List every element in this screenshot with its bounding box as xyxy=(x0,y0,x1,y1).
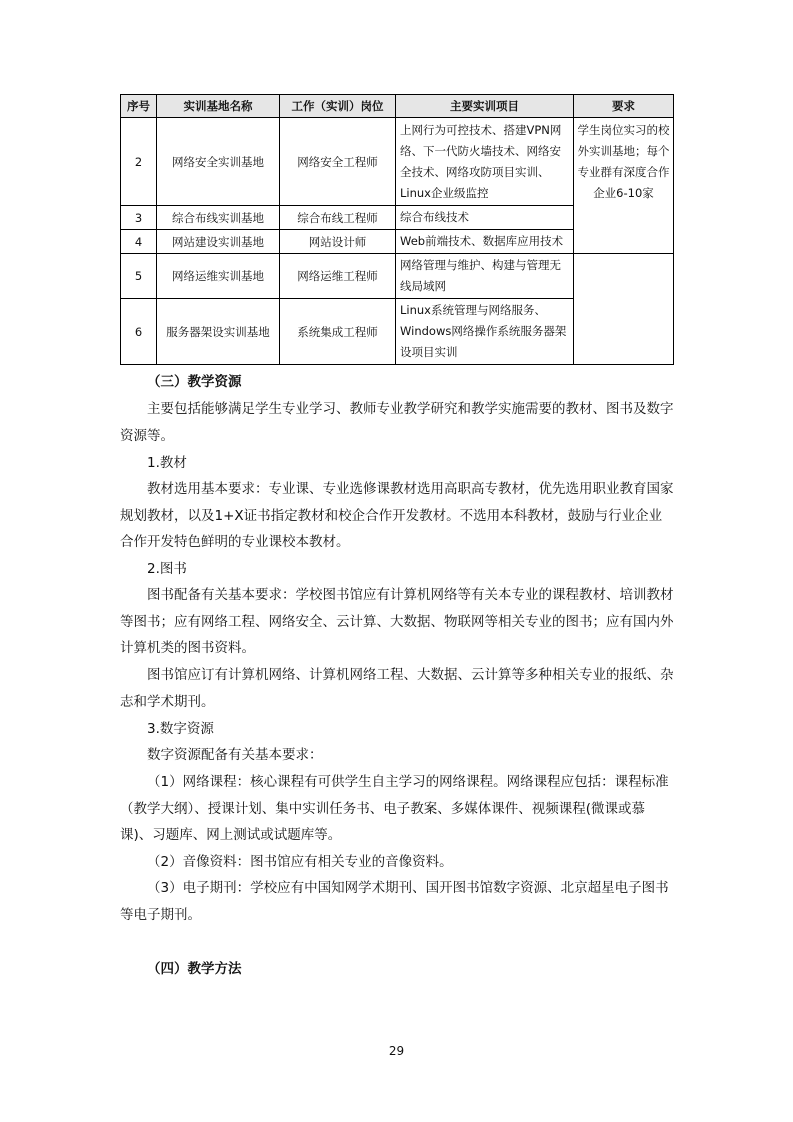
books-paragraph-1: 图书配备有关基本要求：学校图书馆应有计算机网络等有关本专业的课程教材、培训教材等图书；应有网络工程、网络安全、云计算、大数据、物联网等相关专业的图书；应有国内外计算机类的图书资料。 xyxy=(120,587,674,656)
cell-name: 网络安全实训基地 xyxy=(157,118,280,206)
cell-no: 5 xyxy=(121,254,157,299)
page-number: 29 xyxy=(388,1044,405,1058)
cell-project: 综合布线技术 xyxy=(396,206,574,230)
cell-post: 网络安全工程师 xyxy=(280,118,396,206)
subheading-books: 2.图书 xyxy=(147,561,187,577)
cell-post: 网络运维工程师 xyxy=(280,254,396,299)
intro-paragraph: 主要包括能够满足学生专业学习、教师专业教学研究和教学实施需要的教材、图书及数字资源等。 xyxy=(120,401,674,444)
table-row xyxy=(121,118,674,206)
col-header-project: 主要实训项目 xyxy=(396,95,574,118)
cell-no: 2 xyxy=(121,118,157,206)
textbook-paragraph: 教材选用基本要求：专业课、专业选修课教材选用高职高专教材，优先选用职业教育国家规划教材，以及1+X证书指定教材和校企合作开发教材。不选用本科教材，鼓励与行业企业合作开发特色鲜明的专业课校本教材。 xyxy=(120,481,674,550)
cell-project: 上网行为可控技术、搭建VPN网络、下一代防火墙技术、网络安全技术、网络攻防项目实训、Linux企业级监控 xyxy=(396,118,574,206)
col-header-post: 工作（实训）岗位 xyxy=(280,95,396,118)
cell-requirement-empty xyxy=(574,254,674,365)
cell-project: Linux系统管理与网络服务、Windows网络操作系统服务器架设项目实训 xyxy=(396,299,574,365)
cell-no: 4 xyxy=(121,230,157,254)
digital-item-online-courses: （1）网络课程：核心课程有可供学生自主学习的网络课程。网络课程应包括：课程标准（教学大纲）、授课计划、集中实训任务书、电子教案、多媒体课件、视频课程(微课或慕课)、习题库、网上测试或试题库等。 xyxy=(120,774,669,843)
training-base-table xyxy=(120,94,674,365)
cell-name: 网络运维实训基地 xyxy=(157,254,280,299)
digital-resources-intro: 数字资源配备有关基本要求： xyxy=(147,747,323,763)
subheading-textbooks: 1.教材 xyxy=(147,455,187,471)
table-row xyxy=(121,254,674,299)
section-heading-teaching-methods: （四）教学方法 xyxy=(147,961,242,977)
cell-requirement: 学生岗位实习的校外实训基地；每个专业群有深度合作企业6-10家 xyxy=(574,118,674,254)
cell-name: 网站建设实训基地 xyxy=(157,230,280,254)
cell-post: 综合布线工程师 xyxy=(280,206,396,230)
cell-post: 网站设计师 xyxy=(280,230,396,254)
col-header-no: 序号 xyxy=(121,95,157,118)
section-heading-teaching-resources: （三）教学资源 xyxy=(147,374,242,390)
col-header-requirement: 要求 xyxy=(574,95,674,118)
table-header-row xyxy=(121,95,674,118)
cell-no: 3 xyxy=(121,206,157,230)
digital-item-e-journals: （3）电子期刊：学校应有中国知网学术期刊、国开图书馆数字资源、北京超星电子图书等电子期刊。 xyxy=(120,880,669,923)
col-header-name: 实训基地名称 xyxy=(157,95,280,118)
subheading-digital-resources: 3.数字资源 xyxy=(147,721,214,737)
cell-name: 综合布线实训基地 xyxy=(157,206,280,230)
cell-project: 网络管理与维护、构建与管理无线局域网 xyxy=(396,254,574,299)
cell-name: 服务器架设实训基地 xyxy=(157,299,280,365)
cell-project: Web前端技术、数据库应用技术 xyxy=(396,230,574,254)
cell-no: 6 xyxy=(121,299,157,365)
digital-item-audio-video: （2）音像资料：图书馆应有相关专业的音像资料。 xyxy=(147,854,453,870)
books-paragraph-2: 图书馆应订有计算机网络、计算机网络工程、大数据、云计算等多种相关专业的报纸、杂志和学术期刊。 xyxy=(120,667,674,710)
cell-post: 系统集成工程师 xyxy=(280,299,396,365)
